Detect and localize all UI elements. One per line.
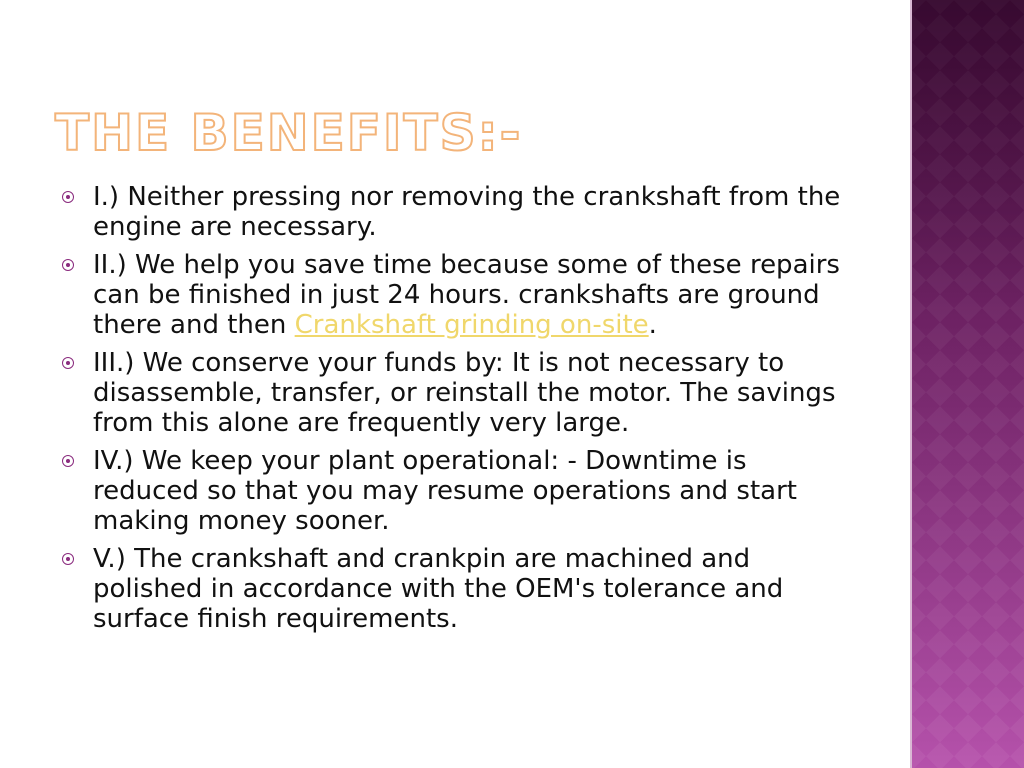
bullet-item-4 — [60, 446, 850, 536]
bullet-item-1 — [60, 182, 850, 242]
circled-dot-icon — [62, 259, 74, 271]
bullet-text: II.) We help you save time because some of these repairs can be finished in just 24 hours. crankshafts are ground there and then — [93, 250, 840, 340]
bullet-item-2 — [60, 250, 850, 340]
crankshaft-grinding-link[interactable]: Crankshaft grinding on-site — [294, 310, 649, 340]
bullet-text-end: . — [648, 310, 657, 340]
decorative-side-band — [912, 0, 1024, 768]
bullet-list — [60, 182, 850, 642]
bullet-text: I.) Neither pressing nor removing the crankshaft from the engine are necessary. — [93, 182, 841, 242]
circled-dot-icon — [62, 455, 74, 467]
bullet-item-5 — [60, 544, 850, 634]
circled-dot-icon — [62, 357, 74, 369]
bullet-item-3 — [60, 348, 850, 438]
bullet-text: IV.) We keep your plant operational: - Downtime is reduced so that you may resume operations and start making money sooner. — [93, 446, 797, 536]
bullet-text: V.) The crankshaft and crankpin are machined and polished in accordance with the OEM's tolerance and surface finish requirements. — [93, 544, 784, 634]
circled-dot-icon — [62, 191, 74, 203]
circled-dot-icon — [62, 553, 74, 565]
slide-title: THE BENEFITS:- — [55, 104, 523, 162]
bullet-text: III.) We conserve your funds by: It is not necessary to disassemble, transfer, or reinstall the motor. The savings from this alone are frequently very large. — [93, 348, 836, 438]
